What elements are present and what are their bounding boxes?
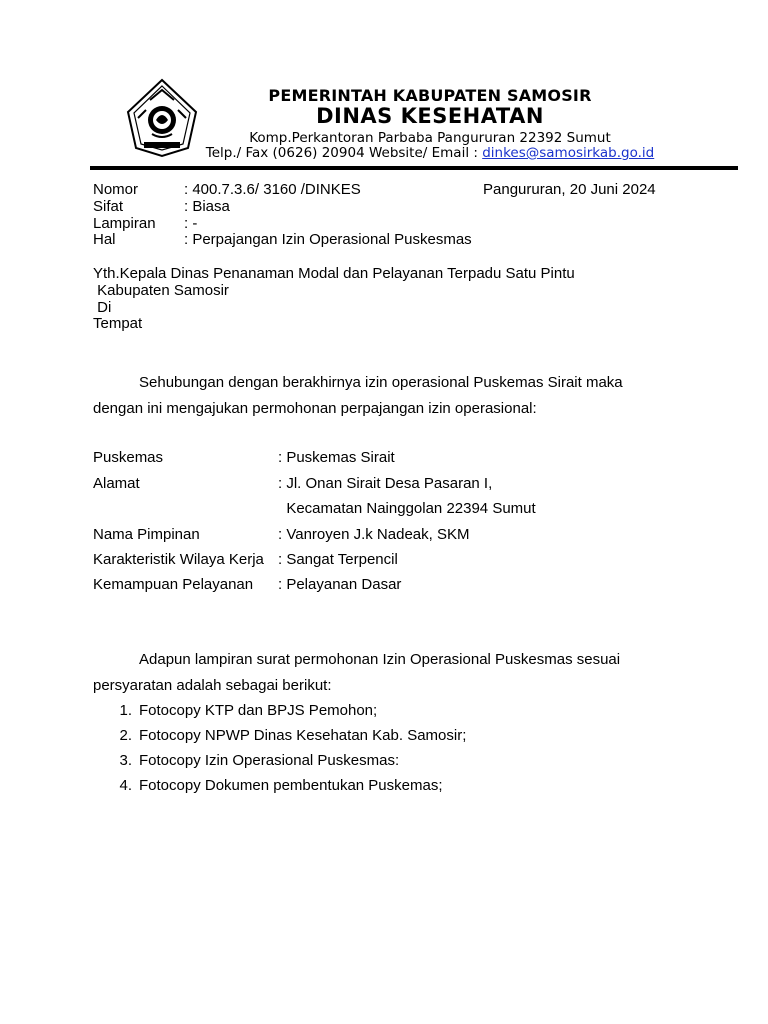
recipient-line-2: Kabupaten Samosir — [93, 282, 229, 299]
place-date: Pangururan, 20 Juni 2024 — [483, 181, 656, 198]
sifat-label: Sifat — [93, 198, 124, 215]
letterhead-government: PEMERINTAH KABUPATEN SAMOSIR — [268, 86, 592, 105]
lampiran-label: Lampiran — [93, 215, 156, 232]
detail-label: Nama Pimpinan — [93, 526, 200, 543]
list-item: Fotocopy NPWP Dinas Kesehatan Kab. Samosir; — [139, 727, 467, 744]
detail-label: Alamat — [93, 475, 140, 492]
lampiran-value: : - — [184, 215, 198, 232]
detail-value: : Jl. Onan Sirait Desa Pasaran I, — [278, 475, 493, 492]
paragraph-2-line-1: Adapun lampiran surat permohonan Izin Operasional Puskesmas sesuai — [139, 651, 621, 668]
letterhead-divider — [90, 166, 738, 170]
detail-value: : Vanroyen J.k Nadeak, SKM — [278, 526, 470, 543]
nomor-value: : 400.7.3.6/ 3160 /DINKES — [184, 181, 361, 198]
detail-value: Kecamatan Nainggolan 22394 Sumut — [278, 500, 536, 517]
recipient-line-3: Di — [93, 299, 112, 316]
recipient-line-1: Yth.Kepala Dinas Penanaman Modal dan Pelayanan Terpadu Satu Pintu — [93, 265, 575, 282]
hal-value: : Perpajangan Izin Operasional Puskesmas — [184, 231, 472, 248]
list-item: Fotocopy Izin Operasional Puskesmas: — [139, 752, 400, 769]
detail-value: : Sangat Terpencil — [278, 551, 398, 568]
letterhead-contact — [190, 145, 670, 161]
detail-label: Karakteristik Wilaya Kerja — [93, 551, 264, 568]
list-item-number: 2. — [119, 727, 132, 744]
sifat-value: : Biasa — [184, 198, 230, 215]
list-item-number: 4. — [119, 777, 132, 794]
recipient-line-4: Tempat — [93, 315, 143, 332]
paragraph-2-line-2: persyaratan adalah sebagai berikut: — [93, 677, 332, 694]
detail-label: Puskemas — [93, 449, 164, 466]
hal-label: Hal — [93, 231, 116, 248]
email-link[interactable]: dinkes@samosirkab.go.id — [482, 145, 655, 161]
detail-label: Kemampuan Pelayanan — [93, 576, 254, 593]
letterhead-agency: DINAS KESEHATAN — [316, 104, 544, 128]
letterhead-address: Komp.Perkantoran Parbaba Pangururan 22392 Sumut — [249, 130, 611, 146]
paragraph-1-line-1: Sehubungan dengan berakhirnya izin operasional Puskemas Sirait maka — [139, 374, 623, 391]
list-item-number: 1. — [119, 702, 132, 719]
detail-value: : Pelayanan Dasar — [278, 576, 402, 593]
list-item-number: 3. — [119, 752, 132, 769]
samosir-regency-emblem-icon — [126, 78, 198, 158]
detail-value: : Puskemas Sirait — [278, 449, 395, 466]
paragraph-1-line-2: dengan ini mengajukan permohonan perpajangan izin operasional: — [93, 400, 537, 417]
list-item: Fotocopy Dokumen pembentukan Puskemas; — [139, 777, 443, 794]
list-item: Fotocopy KTP dan BPJS Pemohon; — [139, 702, 378, 719]
nomor-label: Nomor — [93, 181, 139, 198]
contact-text: Telp./ Fax (0626) 20904 Website/ Email : — [205, 145, 483, 161]
